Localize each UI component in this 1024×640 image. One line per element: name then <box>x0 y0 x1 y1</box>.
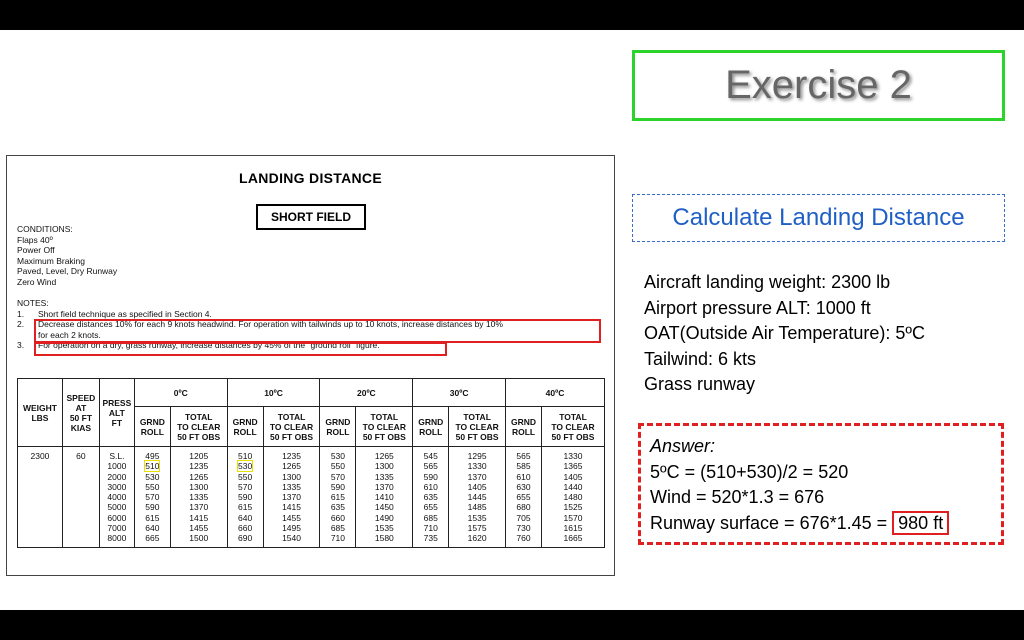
table-value: 640 <box>238 512 253 523</box>
table-value: S.L. <box>109 451 125 461</box>
table-value: 1615 <box>563 523 583 534</box>
table-value: 550 <box>330 461 346 472</box>
table-value: 570 <box>238 481 253 492</box>
total-header: TOTAL TO CLEAR 50 FT OBS <box>541 407 604 447</box>
table-value: 730 <box>516 523 531 534</box>
title-box <box>632 50 1005 121</box>
chart-heading: LANDING DISTANCE <box>239 170 382 186</box>
table-value: 655 <box>516 492 531 503</box>
note-2-highlight <box>34 319 601 343</box>
table-value: 1535 <box>374 523 394 534</box>
table-value: 710 <box>423 523 438 534</box>
table-value: 1490 <box>374 512 394 523</box>
table-value: 655 <box>423 502 438 513</box>
table-value: 1335 <box>374 471 394 482</box>
speed-header: SPEED AT 50 FT KIAS <box>62 379 99 447</box>
table-value: 4000 <box>107 492 127 503</box>
table-value: 1370 <box>189 502 209 513</box>
column-cell <box>541 447 604 548</box>
table-value: 570 <box>330 471 346 482</box>
note-3: 3. For operation on a dry, grass runway, increase distances by 45% of the "ground roll" figure. <box>17 340 380 351</box>
table-value: 665 <box>145 533 160 544</box>
table-value: 610 <box>423 481 438 492</box>
table-value: 7000 <box>107 523 127 534</box>
slide <box>0 30 1024 610</box>
answer-block <box>650 434 949 536</box>
task-box <box>632 194 1005 242</box>
answer-label: Answer: <box>650 436 716 456</box>
table-value: 1445 <box>467 492 487 503</box>
given-info <box>644 270 925 398</box>
column-cell <box>134 447 170 548</box>
table-value: 1370 <box>282 492 301 503</box>
column-cell <box>449 447 506 548</box>
landing-distance-table <box>17 378 605 548</box>
given-line: OAT(Outside Air Temperature): 5ºC <box>644 323 926 343</box>
table-value: 1665 <box>563 533 583 544</box>
grnd-roll-header: GRND ROLL <box>227 407 263 447</box>
answer-line: Runway surface = 676*1.45 = 980 ft <box>650 511 949 537</box>
table-value: 565 <box>423 461 438 472</box>
table-value: 1570 <box>563 512 583 523</box>
condition-line: Zero Wind <box>17 276 57 287</box>
table-value: 635 <box>423 492 438 503</box>
table-value: 5000 <box>107 502 127 513</box>
column-cell <box>413 447 449 548</box>
table-value: 545 <box>423 451 438 461</box>
table-value: 585 <box>516 461 531 472</box>
table-value: 1300 <box>282 471 301 482</box>
table-value: 1480 <box>563 492 583 503</box>
table-value: 680 <box>516 502 531 513</box>
table-value: 1330 <box>563 451 583 461</box>
note-3-highlight <box>34 342 447 356</box>
given-line: Tailwind: 6 kts <box>644 348 757 369</box>
condition-line: Maximum Braking <box>17 255 86 266</box>
table-value: 8000 <box>107 533 127 544</box>
table-value: 1455 <box>282 512 301 523</box>
table-value: 530 <box>330 451 346 461</box>
table-value <box>135 461 170 471</box>
table-value: 1300 <box>374 461 394 472</box>
table-value: 530 <box>145 471 160 482</box>
table-value: 1265 <box>282 461 301 472</box>
column-cell <box>263 447 320 548</box>
table-value: 1000 <box>107 461 127 472</box>
table-value: 1300 <box>189 481 209 492</box>
total-header: TOTAL TO CLEAR 50 FT OBS <box>449 407 506 447</box>
table-value: 6000 <box>107 512 127 523</box>
temp-header-30c: 30ºC <box>413 379 506 407</box>
table-value: 760 <box>516 533 531 544</box>
table-value: 1575 <box>467 523 487 534</box>
table-value: 1525 <box>563 502 583 513</box>
grnd-roll-header: GRND ROLL <box>413 407 449 447</box>
table-value: 610 <box>516 471 531 482</box>
table-value: 1415 <box>189 512 209 523</box>
table-value: 630 <box>516 481 531 492</box>
table-value: 2000 <box>107 471 127 482</box>
column-cell <box>356 447 413 548</box>
table-value: 1410 <box>374 492 394 503</box>
table-value: 495 <box>145 451 160 461</box>
table-value: 550 <box>145 481 160 492</box>
press-alt-cell <box>99 447 134 548</box>
grnd-roll-header: GRND ROLL <box>320 407 356 447</box>
temp-header-40c: 40ºC <box>506 379 605 407</box>
table-value: 1540 <box>282 533 301 544</box>
table-value: 1265 <box>189 471 209 482</box>
temp-header-10c: 10ºC <box>227 379 320 407</box>
chart-subheading: SHORT FIELD <box>256 204 366 230</box>
task-text: Calculate Landing Distance <box>672 204 965 231</box>
speed-cell: 60 <box>62 447 99 548</box>
column-cell <box>170 447 227 548</box>
table-value: 3000 <box>107 481 127 492</box>
total-header: TOTAL TO CLEAR 50 FT OBS <box>356 407 413 447</box>
temp-header-0c: 0ºC <box>134 379 227 407</box>
table-value: 1265 <box>374 451 394 461</box>
given-line: Grass runway <box>644 374 756 394</box>
column-cell <box>227 447 263 548</box>
table-value: 1335 <box>282 481 301 492</box>
table-value: 1370 <box>374 481 394 492</box>
table-value: 590 <box>330 481 346 492</box>
table-value: 1535 <box>467 512 487 523</box>
landing-distance-chart <box>6 155 615 576</box>
column-cell <box>320 447 356 548</box>
condition-line: Paved, Level, Dry Runway <box>17 266 118 277</box>
condition-line: Power Off <box>17 245 55 256</box>
table-value: 685 <box>330 523 346 534</box>
table-value: 615 <box>330 492 346 503</box>
table-value: 590 <box>145 502 160 513</box>
table-value: 1500 <box>189 533 209 544</box>
table-value: 1455 <box>189 523 209 534</box>
given-line: Aircraft landing weight: 2300 lb <box>644 272 891 292</box>
table-value: 1415 <box>282 502 301 513</box>
temp-header-20c: 20ºC <box>320 379 413 407</box>
table-value: 1405 <box>563 471 583 482</box>
table-value: 510 <box>238 451 253 461</box>
table-value: 1335 <box>189 492 209 503</box>
weight-cell: 2300 <box>18 447 63 548</box>
table-value: 635 <box>330 502 346 513</box>
table-value: 550 <box>238 471 253 482</box>
press-alt-header: PRESS ALT FT <box>99 379 134 447</box>
table-value: 565 <box>516 451 531 461</box>
table-value: 735 <box>423 533 438 544</box>
table-value: 1485 <box>467 502 487 513</box>
table-value: 1235 <box>189 461 209 472</box>
highlighted-value: 510 <box>145 461 160 472</box>
table-value: 590 <box>423 471 438 482</box>
table-value: 1235 <box>282 451 301 461</box>
table-value: 570 <box>145 492 160 503</box>
table-value: 1620 <box>467 533 487 544</box>
note-2-continued: for each 2 knots. <box>38 329 101 340</box>
table-value: 640 <box>145 523 160 534</box>
table-value: 590 <box>238 492 253 503</box>
note-2: 2. Decrease distances 10% for each 9 knots headwind. For operation with tailwinds up to 10 knots, increase distances by 10% <box>17 319 503 330</box>
table-value: 1365 <box>563 461 583 472</box>
grnd-roll-header: GRND ROLL <box>506 407 542 447</box>
table-value: 1405 <box>467 481 487 492</box>
table-value: 660 <box>330 512 346 523</box>
table-value: 1450 <box>374 502 394 513</box>
notes-label: NOTES: <box>17 298 49 308</box>
answer-line: 5ºC = (510+530)/2 = 520 <box>650 461 849 482</box>
conditions-block <box>17 224 117 288</box>
table-value: 705 <box>516 512 531 523</box>
table-value: 685 <box>423 512 438 523</box>
condition-line: Flaps 40º <box>17 234 53 245</box>
condition-line: CONDITIONS: <box>17 224 73 234</box>
table-value: 1370 <box>467 471 487 482</box>
weight-header: WEIGHT LBS <box>18 379 63 447</box>
note-1: 1. Short field technique as specified in Section 4. <box>17 308 212 319</box>
table-value: 1495 <box>282 523 301 534</box>
table-value: 1295 <box>467 451 487 461</box>
table-value: 660 <box>238 523 253 534</box>
highlighted-value: 530 <box>238 461 253 472</box>
total-header: TOTAL TO CLEAR 50 FT OBS <box>170 407 227 447</box>
table-value: 690 <box>238 533 253 544</box>
table-value: 1330 <box>467 461 487 472</box>
slide-title: Exercise 2 <box>725 63 912 107</box>
table-value: 615 <box>238 502 253 513</box>
given-line: Airport pressure ALT: 1000 ft <box>644 297 871 318</box>
answer-line: Wind = 520*1.3 = 676 <box>650 487 825 507</box>
table-value: 615 <box>145 512 160 523</box>
table-value: 1440 <box>563 481 583 492</box>
total-header: TOTAL TO CLEAR 50 FT OBS <box>263 407 320 447</box>
column-cell <box>506 447 542 548</box>
final-result: 980 ft <box>892 511 949 535</box>
table-value <box>228 461 263 471</box>
grnd-roll-header: GRND ROLL <box>134 407 170 447</box>
table-value: 1205 <box>189 451 209 461</box>
table-value: 710 <box>330 533 346 544</box>
table-value: 1580 <box>374 533 394 544</box>
